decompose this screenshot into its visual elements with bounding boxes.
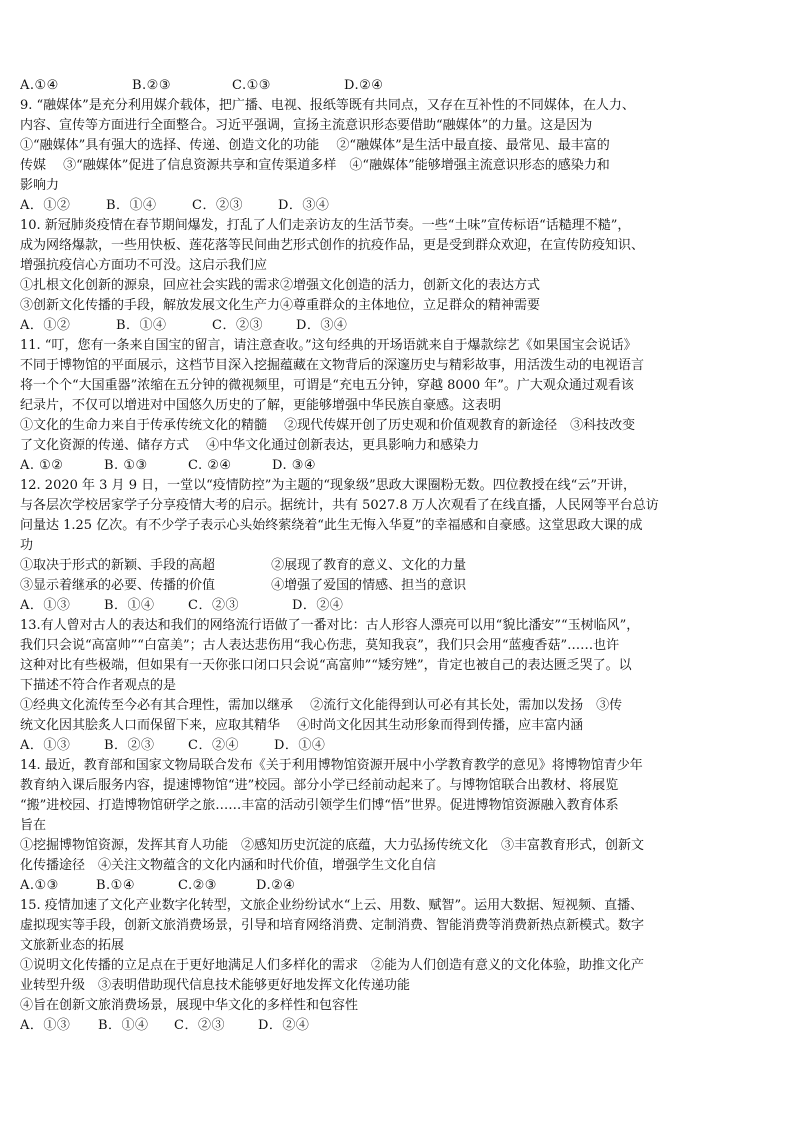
q12-line: 与各层次学校居家学子分享疫情大考的启示。据统计，共有 5027.8 万人次观看了在线直播，人民网等平台总访 xyxy=(20,498,659,513)
q15-option-a: A．①③ xyxy=(20,1018,71,1033)
q12-line: 12. 2020 年 3 月 9 日，一堂以“疫情防控”为主题的“现象级”思政大课圈粉无数。四位教授在线“云”开讲， xyxy=(20,478,636,493)
q8-option-d: D.②④ xyxy=(344,78,384,93)
q11-option-c: C. ②④ xyxy=(188,458,232,473)
q14-options xyxy=(20,876,692,896)
q13-option-c: C．②④ xyxy=(188,738,239,753)
q8-option-a: A.①④ xyxy=(20,78,59,93)
q9-line: 影响力 xyxy=(20,178,60,193)
q13-option-a: A．①③ xyxy=(20,738,71,753)
q13-line: 这种对比有些极端，但如果有一天你张口闭口只会说“高富帅”“矮穷矬”，肯定也被自己的表达匮乏哭了。以 xyxy=(20,658,632,673)
q13-options xyxy=(20,736,692,756)
q11-line: 将一个个“大国重器”浓缩在五分钟的微视频里，可谓是“充电五分钟，穿越 8000 年”。广大观众通过观看该 xyxy=(20,378,634,393)
q8-options xyxy=(20,76,692,96)
q10-option-a: A．①② xyxy=(20,318,71,333)
q12-line: 功 xyxy=(20,538,34,553)
question-10 xyxy=(20,216,692,336)
q10-line: 10. 新冠肺炎疫情在春节期间爆发，打乱了人们走亲访友的生活节奏。一些“土味”宣传标语“话糙理不糙”， xyxy=(20,218,631,233)
q14-line: ①挖掘博物馆资源，发挥其育人功能 ②感知历史沉淀的底蕴，大力弘扬传统文化 ③丰富教育形式，创新文 xyxy=(20,838,645,853)
q9-option-d: D．③④ xyxy=(278,198,330,213)
question-15 xyxy=(20,896,692,1036)
q12-option-a: A．①③ xyxy=(20,598,71,613)
q11-option-d: D. ③④ xyxy=(272,458,317,473)
q12-line: ③显示着继承的必要、传播的价值 ④增强了爱国的情感、担当的意识 xyxy=(20,578,467,593)
q14-line: 教育纳入课后服务内容，提速博物馆“进”校园。部分小学已经前动起来了。与博物馆联合出教材、将展览 xyxy=(20,778,619,793)
q11-line: 11. “叮，您有一条来自国宝的留言，请注意查收。”这句经典的开场语就来自于爆款综艺《如果国宝会说话》 xyxy=(20,338,637,353)
q12-line: 问量达 1.25 亿次。有不少学子表示心头始终萦绕着“此生无悔入华夏”的幸福感和自豪感。这堂思政大课的成 xyxy=(20,518,643,533)
q15-line: 15. 疫情加速了文化产业数字化转型，文旅企业纷纷试水“上云、用数、赋智”。运用大数据、短视频、直播、 xyxy=(20,898,644,913)
q14-option-d: D.②④ xyxy=(256,878,296,893)
q9-option-b: B．①④ xyxy=(106,198,157,213)
q9-option-c: C．②③ xyxy=(192,198,243,213)
question-14 xyxy=(20,756,692,896)
q14-option-c: C.②③ xyxy=(178,878,217,893)
q12-line: ①取决于形式的新颖、手段的高超 ②展现了教育的意义、文化的力量 xyxy=(20,558,467,573)
q14-option-a: A.①③ xyxy=(20,878,59,893)
q14-line: 旨在 xyxy=(20,818,47,833)
q11-line: 纪录片，不仅可以增进对中国悠久历史的了解，更能够增强中华民族自豪感。这表明 xyxy=(20,398,502,413)
q10-option-d: D．③④ xyxy=(296,318,348,333)
q9-options xyxy=(20,196,692,216)
q11-line: 不同于博物馆的平面展示，这档节目深入挖掘蕴藏在文物背后的深邃历史与精彩故事，用活泼生动的电视语言 xyxy=(20,358,645,373)
q10-line: ①扎根文化创新的源泉，回应社会实践的需求②增强文化创造的活力，创新文化的表达方式 xyxy=(20,278,541,293)
q15-option-b: B．①④ xyxy=(98,1018,149,1033)
q15-option-d: D．②④ xyxy=(258,1018,310,1033)
q13-line: 13.有人曾对古人的表达和我们的网络流行语做了一番对比：古人形容人漂亮可以用“貌比潘安”“玉树临风”， xyxy=(20,618,640,633)
q8-option-b: B.②③ xyxy=(132,78,171,93)
q13-option-d: D．①④ xyxy=(274,738,326,753)
q9-line: 传媒 ③“融媒体”促进了信息资源共享和宣传渠道多样 ④“融媒体”能够增强主流意识形态的感染力和 xyxy=(20,158,610,173)
q12-options xyxy=(20,596,692,616)
q9-line: ①“融媒体”具有强大的选择、传递、创造文化的功能 ②“融媒体”是生活中最直接、最常见、最丰富的 xyxy=(20,138,610,153)
q10-line: 成为网络爆款，一些用快板、莲花落等民间曲艺形式创作的抗疫作品，更是受到群众欢迎，在宣传防疫知识、 xyxy=(20,238,645,253)
exam-page xyxy=(20,76,692,1036)
q13-line: ①经典文化流传至今必有其合理性，需加以继承 ②流行文化能得到认可必有其长处，需加以发扬 ③传 xyxy=(20,698,623,713)
q12-option-c: C．②③ xyxy=(188,598,239,613)
q13-line: 下描述不符合作者观点的是 xyxy=(20,678,177,693)
q10-option-c: C．②③ xyxy=(212,318,263,333)
q14-option-b: B.①④ xyxy=(96,878,135,893)
q12-option-b: B．①④ xyxy=(104,598,155,613)
q10-line: ③创新文化传播的手段，解放发展文化生产力④尊重群众的主体地位，立足群众的精神需要 xyxy=(20,298,541,313)
q15-line: 虚拟现实等手段，创新文旅消费场景，引导和培育网络消费、定制消费、智能消费等消费新热点新模式。数字 xyxy=(20,918,645,933)
q11-option-b: B. ①③ xyxy=(104,458,148,473)
q15-line: ①说明文化传播的立足点在于更好地满足人们多样化的需求 ②能为人们创造有意义的文化体验，助推文化产 xyxy=(20,958,645,973)
q14-line: “搬”进校园、打造博物馆研学之旅……丰富的活动引领学生们博“悟”世界。促进博物馆资源融入教育体系 xyxy=(20,798,619,813)
q11-line: 了文化资源的传递、储存方式 ④中华文化通过创新表达，更具影响力和感染力 xyxy=(20,438,480,453)
q14-line: 化传播途径 ④关注文物蕴含的文化内涵和时代价值，增强学生文化自信 xyxy=(20,858,437,873)
q13-line: 统文化因其脍炙人口而保留下来，应取其精华 ④时尚文化因其生动形象而得到传播，应丰富内涵 xyxy=(20,718,584,733)
question-11 xyxy=(20,336,692,476)
question-13 xyxy=(20,616,692,756)
q11-options xyxy=(20,456,692,476)
q9-line: 内容、宣传等方面进行全面整合。习近平强调，宣扬主流意识形态要借助“融媒体”的力量。这是因为 xyxy=(20,118,593,133)
q11-option-a: A. ①② xyxy=(20,458,64,473)
q9-option-a: A．①② xyxy=(20,198,71,213)
q15-line: 文旅新业态的拓展 xyxy=(20,938,125,953)
q12-option-d: D．②④ xyxy=(292,598,344,613)
q15-option-c: C．②③ xyxy=(174,1018,225,1033)
q13-option-b: B．②③ xyxy=(104,738,155,753)
q10-option-b: B．①④ xyxy=(116,318,167,333)
q10-options xyxy=(20,316,692,336)
q15-line: 业转型升级 ③表明借助现代信息技术能够更好地发挥文化传递功能 xyxy=(20,978,411,993)
q9-line: 9. “融媒体”是充分利用媒介载体，把广播、电视、报纸等既有共同点，又存在互补性的不同媒体，在人力、 xyxy=(20,98,635,113)
q13-line: 我们只会说“高富帅”“白富美”；古人表达悲伤用“我心伤悲，莫知我哀”，我们只会用“蓝瘦香菇”……也许 xyxy=(20,638,620,653)
q8-option-c: C.①③ xyxy=(232,78,271,93)
q14-line: 14. 最近，教育部和国家文物局联合发布《关于利用博物馆资源开展中小学教育教学的意见》将博物馆青少年 xyxy=(20,758,643,773)
question-12 xyxy=(20,476,692,616)
q15-options xyxy=(20,1016,692,1036)
question-9 xyxy=(20,96,692,216)
q10-line: 增强抗疫信心方面功不可没。这启示我们应 xyxy=(20,258,268,273)
q11-line: ①文化的生命力来自于传承传统文化的精髓 ②现代传媒开创了历史观和价值观教育的新途径 ③科技改变 xyxy=(20,418,636,433)
q15-line: ④旨在创新文旅消费场景，展现中华文化的多样性和包容性 xyxy=(20,998,359,1013)
